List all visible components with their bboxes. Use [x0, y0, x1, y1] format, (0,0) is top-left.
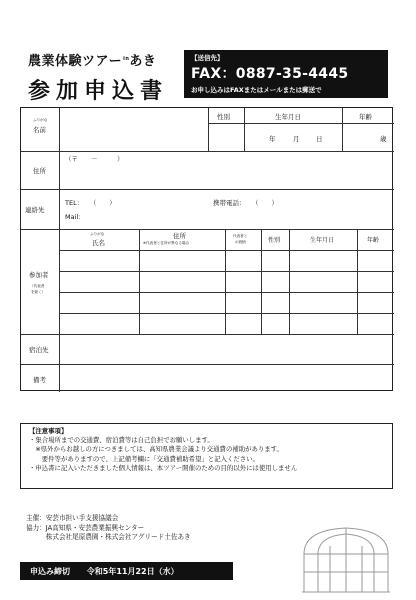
organizer-line: 主催：安芸市担い手支援協議会 [26, 514, 119, 522]
p-col-divider [139, 229, 140, 334]
p-birth-label: 生年月日 [310, 237, 335, 244]
send-to-label: 【送信先】 [191, 54, 224, 62]
lodging-label: 宿泊先 [29, 346, 49, 354]
cooperator-line: 株式会社尾原農園・株式会社アグリード土佐あき [26, 533, 191, 542]
p-row-divider [59, 313, 394, 314]
tel-field[interactable]: TEL： （ ） [65, 199, 116, 207]
birth-day-unit: 日 [316, 135, 323, 143]
p-address-label: 住所 [173, 232, 186, 240]
notes-line: ※県外からお越しの方につきましては、高知県農業会議より交通費の補助があります。 [29, 445, 283, 454]
send-to-box [184, 50, 388, 98]
p-name-label: 氏名 [92, 239, 105, 247]
address-label: 住所 [33, 167, 46, 175]
row-divider [21, 334, 394, 335]
col-divider [244, 108, 245, 151]
participants-note-2: を除く） [31, 290, 46, 294]
p-col-divider [225, 229, 226, 334]
deadline-bar [20, 562, 233, 580]
row-divider [21, 364, 394, 365]
p-age-label: 年齢 [367, 237, 380, 244]
cooperator-line: 協力：JA高知県・安芸農業振興センター [26, 523, 145, 532]
fax-number: FAX：0887-35-4445 [191, 66, 349, 82]
p-header-divider [59, 250, 394, 251]
title-line1 [28, 50, 156, 69]
col-divider [208, 108, 209, 151]
title-sup: in [123, 55, 130, 62]
notes-heading: 【注意事項】 [29, 427, 68, 435]
organizers [26, 514, 191, 543]
p-relation-label-2: の続柄 [235, 240, 246, 244]
p-row-divider [59, 271, 394, 272]
age-label: 年齢 [359, 113, 372, 121]
p-col-divider [357, 229, 358, 334]
row-divider [21, 151, 394, 152]
contact-label: 連絡先 [25, 206, 45, 214]
notes-line: 要件等がありますので、上記備考欄に「交通費補助希望」と記入ください。 [29, 454, 259, 463]
gender-label: 性別 [217, 113, 230, 121]
p-gender-label: 性別 [268, 237, 281, 244]
notes-line: ・集合場所までの交通費、宿泊費等は自己負担でお願いします。 [29, 436, 214, 445]
mail-field[interactable]: Mail： [65, 213, 85, 221]
p-furigana-label: ふりがな [90, 232, 105, 236]
col-divider [342, 108, 343, 151]
p-col-divider [261, 229, 262, 334]
age-unit: 歳 [380, 135, 387, 143]
deadline-date: 令和5年11月22日（水） [86, 567, 179, 576]
mobile-field[interactable]: 携帯電話： （ ） [213, 199, 278, 207]
notes-box [20, 423, 393, 489]
p-col-divider [289, 229, 290, 334]
page-title: 参加申込書 [28, 79, 169, 104]
postal-code-field[interactable]: （〒 － ） [65, 155, 124, 163]
furigana-label: ふりがな [33, 118, 48, 122]
participants-note-1: （代表者 [30, 284, 45, 288]
row-divider [21, 229, 394, 230]
birth-month-unit: 月 [293, 135, 300, 143]
greenhouse-icon [300, 524, 392, 594]
remarks-label: 備考 [33, 376, 46, 384]
application-form [20, 107, 393, 391]
title-line1-text: 農業体験ツアー [28, 54, 123, 69]
birth-label: 生年月日 [275, 113, 301, 121]
p-address-note: ※代表者と住所が異なる場合 [143, 241, 190, 245]
participants-label: 参加者 [29, 271, 49, 279]
row-divider [21, 189, 394, 190]
p-relation-label-1: 代表者と [233, 234, 248, 238]
birth-year-unit: 年 [269, 135, 276, 143]
deadline-label: 申込み締切 [30, 567, 70, 576]
title-line1-end: あき [129, 54, 157, 69]
p-row-divider [59, 292, 394, 293]
name-label: 名前 [33, 126, 46, 134]
header-divider [208, 123, 394, 124]
notes-line: ・申込書に記入いただきました個人情報は、本ツアー開催のための目的以外には使用しません [29, 463, 298, 472]
send-method-note: お申し込みはFAXまたはメールまたは郵送で [191, 86, 322, 94]
